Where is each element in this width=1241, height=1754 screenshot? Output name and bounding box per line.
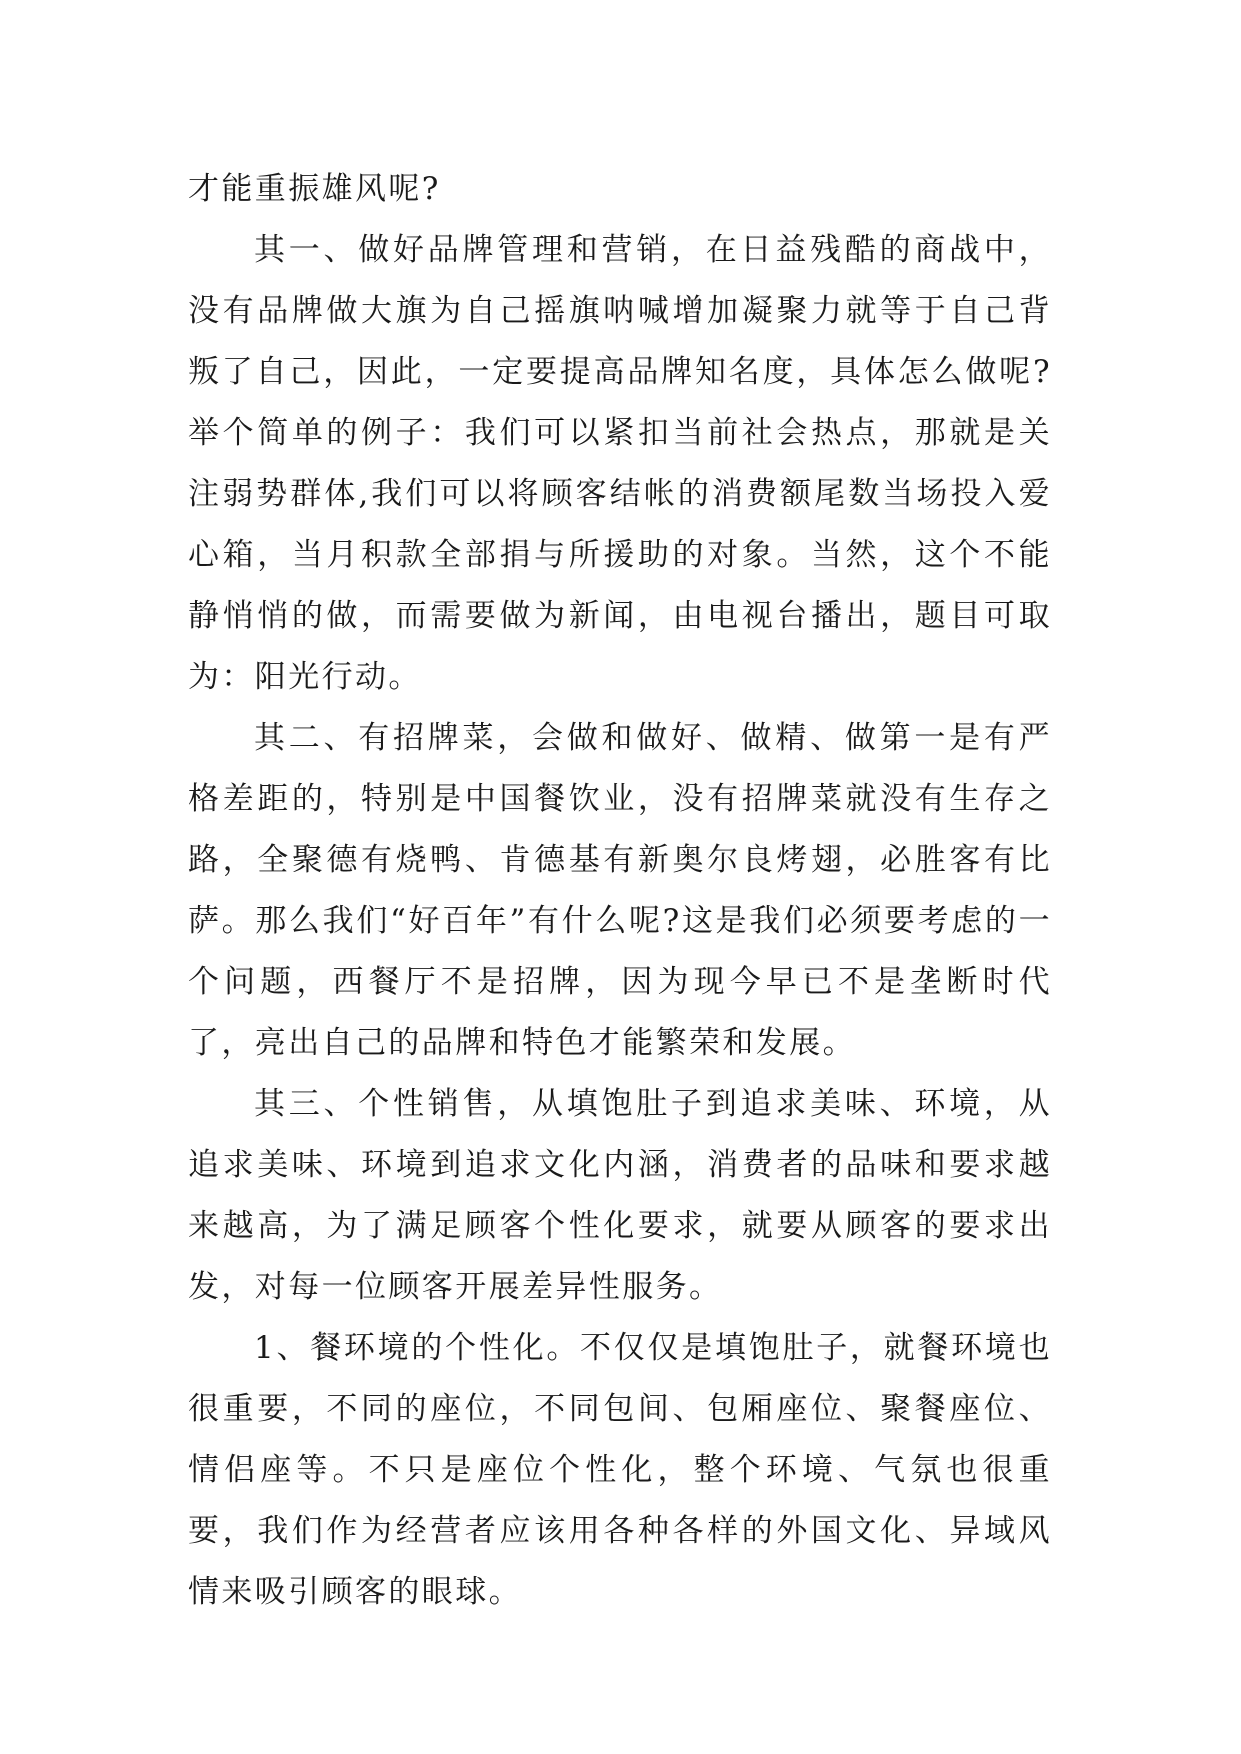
paragraph-brand-management: 其一、做好品牌管理和营销，在日益残酷的商战中，没有品牌做大旗为自己摇旗呐喊增加凝聚力就等于自己背叛了自己，因此，一定要提高品牌知名度，具体怎么做呢?举个简单的例子：我们可以紧扣当前社会热点，那就是关注弱势群体,我们可以将顾客结帐的消费额尾数当场投入爱心箱，当月积款全部捐与所援助的对象。当然，这个不能静悄悄的做，而需要做为新闻，由电视台播出，题目可取为：阳光行动。 — [188, 232, 1052, 695]
paragraph-dining-environment: 1、餐环境的个性化。不仅仅是填饱肚子，就餐环境也很重要，不同的座位，不同包间、包厢座位、聚餐座位、情侣座等。不只是座位个性化，整个环境、气氛也很重要，我们作为经营者应该用各种各样的外国文化、异域风情来吸引顾客的眼球。 — [188, 1330, 1052, 1610]
paragraph-continuation: 才能重振雄风呢? — [188, 171, 441, 207]
body-text — [188, 159, 1052, 1623]
paragraph-signature-dish: 其二、有招牌菜，会做和做好、做精、做第一是有严格差距的，特别是中国餐饮业，没有招牌菜就没有生存之路，全聚德有烧鸭、肯德基有新奥尔良烤翅，必胜客有比萨。那么我们“好百年”有什么呢?这是我们必须要考虑的一个问题，西餐厅不是招牌，因为现今早已不是垄断时代了，亮出自己的品牌和特色才能繁荣和发展。 — [188, 720, 1052, 1061]
paragraph-personalized-sales: 其三、个性销售，从填饱肚子到追求美味、环境，从追求美味、环境到追求文化内涵，消费者的品味和要求越来越高，为了满足顾客个性化要求，就要从顾客的要求出发，对每一位顾客开展差异性服务。 — [188, 1086, 1052, 1305]
